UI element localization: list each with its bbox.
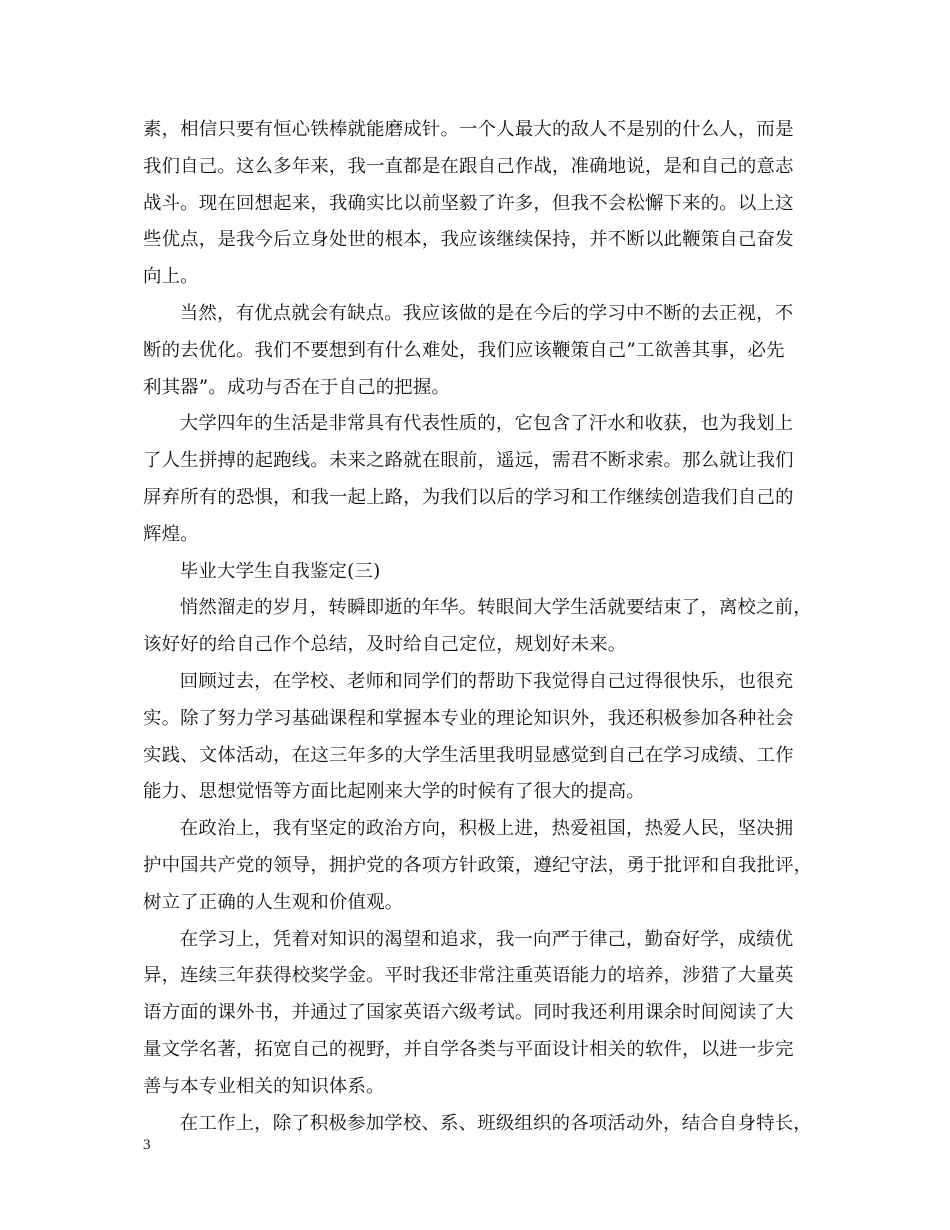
text-line: 屏弃所有的恐惧，和我一起上路，为我们以后的学习和工作继续创造我们自己的: [143, 486, 794, 508]
text-line: 当然，有优点就会有缺点。我应该做的是在今后的学习中不断的去正视，不: [179, 302, 794, 324]
text-line: 在学习上，凭着对知识的渴望和追求，我一向严于律己，勤奋好学，成绩优: [179, 928, 794, 950]
text-line: 了人生拼搏的起跑线。未来之路就在眼前，遥远，需君不断求索。那么就让我们: [143, 450, 794, 472]
text-line: 毕业大学生自我鉴定(三): [179, 560, 381, 582]
page-number: 3: [143, 1137, 151, 1153]
text-line: 利其器”。成功与否在于自己的把握。: [143, 376, 451, 398]
text-line: 素，相信只要有恒心铁棒就能磨成针。一个人最大的敌人不是别的什么人，而是: [143, 119, 794, 140]
text-line: 树立了正确的人生观和价值观。: [143, 891, 404, 913]
text-line: 实。除了努力学习基础课程和掌握本专业的理论知识外，我还积极参加各种社会: [143, 707, 794, 729]
text-line: 实践、文体活动，在这三年多的大学生活里我明显感觉到自己在学习成绩、工作: [143, 744, 794, 766]
text-line: 回顾过去，在学校、老师和同学们的帮助下我觉得自己过得很快乐，也很充: [179, 670, 794, 692]
text-line: 护中国共产党的领导，拥护党的各项方针政策，遵纪守法，勇于批评和自我批评，: [143, 854, 813, 876]
text-line: 断的去优化。我们不要想到有什么难处，我们应该鞭策自己”工欲善其事，必先: [143, 339, 785, 361]
text-line: 该好好的给自己作个总结，及时给自己定位，规划好未来。: [143, 634, 627, 656]
text-line: 在工作上，除了积极参加学校、系、班级组织的各项活动外，结合自身特长，: [179, 1112, 812, 1134]
text-line: 悄然溜走的岁月，转瞬即逝的年华。转眼间大学生活就要结束了，离校之前，: [179, 597, 812, 619]
text-line: 大学四年的生活是非常具有代表性质的，它包含了汗水和收获，也为我划上: [179, 413, 794, 435]
text-line: 异，连续三年获得校奖学金。平时我还非常注重英语能力的培养，涉猎了大量英: [143, 965, 794, 987]
text-line: 辉煌。: [143, 523, 199, 545]
text-line: 我们自己。这么多年来，我一直都是在跟自己作战，准确地说，是和自己的意志: [143, 155, 794, 177]
document-body: [143, 112, 811, 1142]
text-line: 善与本专业相关的知识体系。: [143, 1075, 385, 1097]
text-line: 语方面的课外书，并通过了国家英语六级考试。同时我还利用课余时间阅读了大: [143, 1002, 794, 1024]
text-line: 向上。: [143, 266, 199, 288]
text-line: 些优点，是我今后立身处世的根本，我应该继续保持，并不断以此鞭策自己奋发: [143, 229, 794, 251]
text-line: 在政治上，我有坚定的政治方向，积极上进，热爱祖国，热爱人民，坚决拥: [179, 818, 794, 840]
text-line: 量文学名著，拓宽自己的视野，并自学各类与平面设计相关的软件，以进一步完: [143, 1038, 794, 1060]
text-line: 能力、思想觉悟等方面比起刚来大学的时候有了很大的提高。: [143, 781, 645, 803]
text-line: 战斗。现在回想起来，我确实比以前坚毅了许多，但我不会松懈下来的。以上这: [143, 192, 794, 214]
